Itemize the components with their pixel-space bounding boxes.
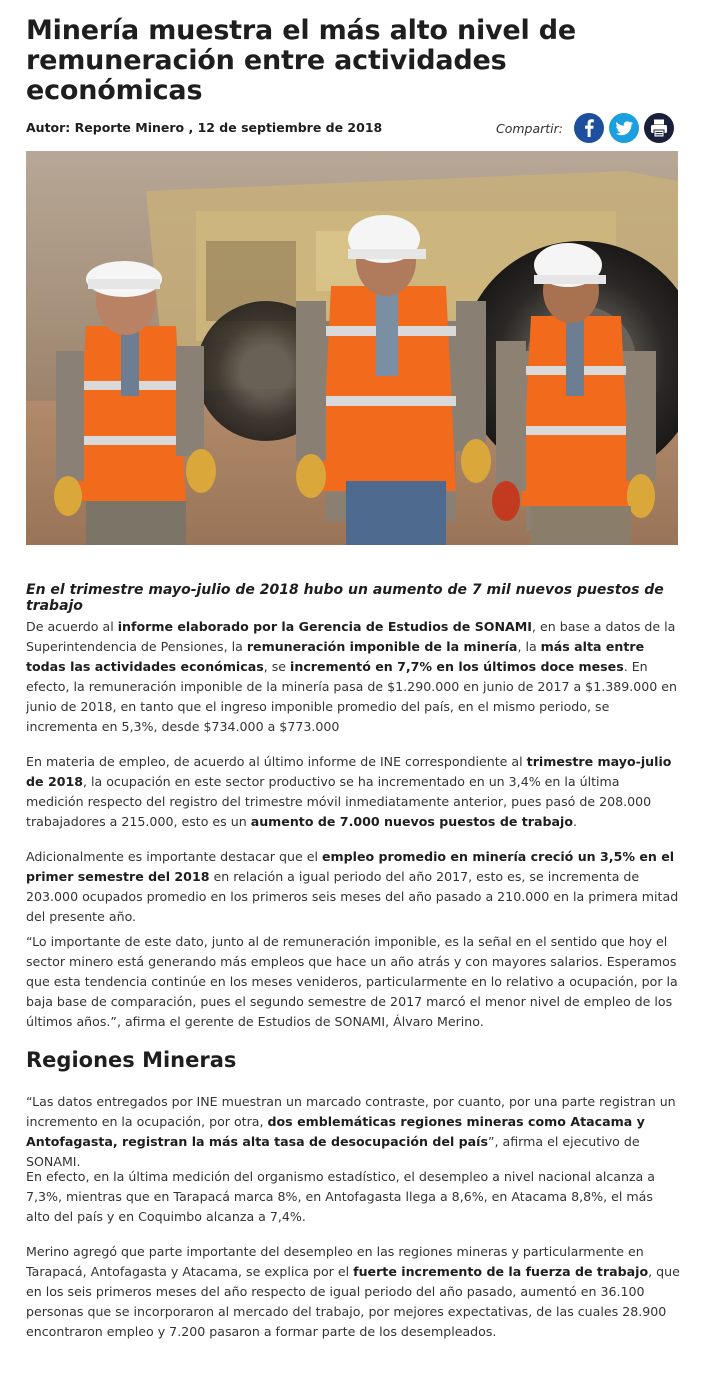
paragraph-3: Adicionalmente es importante destacar que el empleo promedio en minería creció un 3,5% en el primer semestre del 2018 en relación a igual periodo del año 2017, esto es, se incrementa de 203.000 ocupados promedio en los primeros seis meses del año pasado a 210.000 en la primera mitad del presente año.	[26, 849, 679, 924]
share-label: Compartir:	[495, 120, 563, 136]
share-bar	[496, 113, 674, 143]
facebook-icon	[574, 113, 604, 143]
twitter-share-button[interactable]	[609, 113, 639, 143]
print-icon	[644, 113, 674, 143]
paragraph-2: En materia de empleo, de acuerdo al último informe de INE correspondiente al trimestre mayo-julio de 2018, la ocupación en este sector productivo se ha incrementado en un 3,4% en la última medición respecto del registro del trimestre móvil inmediatamente anterior, pues pasó de 208.000 trabajadores a 215.000, esto es un aumento de 7.000 nuevos puestos de trabajo.	[26, 754, 672, 829]
print-button[interactable]	[644, 113, 674, 143]
paragraph-5: “Las datos entregados por INE muestran un marcado contraste, por cuanto, por una parte registran un incremento en la ocupación, por otra, dos emblemáticas regiones mineras como Atacama y Antofagasta, registran la más alta tasa de desocupación del país”, afirma el ejecutivo de SONAMI.	[26, 1094, 676, 1169]
article-title: Minería muestra el más alto nivel de remuneración entre actividades económicas	[26, 15, 577, 106]
section-title: Regiones Mineras	[26, 1048, 237, 1072]
twitter-icon	[609, 113, 639, 143]
hero-image	[26, 151, 678, 545]
article-meta	[26, 113, 678, 145]
paragraph-6: En efecto, en la última medición del organismo estadístico, el desempleo a nivel nacional alcanza a 7,3%, mientras que en Tarapacá marca 8%, en Antofagasta llega a 8,6%, en Atacama 8,8%, el más alto del país y en Coquimbo alcanza a 7,4%.	[26, 1169, 655, 1224]
quote-paragraph: “Lo importante de este dato, junto al de remuneración imponible, es la señal en el sentido que hoy el sector minero está generando más empleos que hace un año atrás y con mayores salarios. Esperamos que esta tendencia continúe en los meses venideros, particularmente en lo relativo a ocupación, por la baja base de comparación, pues el segundo semestre de 2017 marcó el menor nivel de empleo de los últimos años.”, afirma el gerente de Estudios de SONAMI, Álvaro Merino.	[26, 934, 678, 1029]
author-line: Autor: Reporte Minero , 12 de septiembre de 2018	[26, 120, 383, 135]
miners-photo	[26, 151, 678, 545]
article-subheading: En el trimestre mayo-julio de 2018 hubo un aumento de 7 mil nuevos puestos de trabajo	[26, 582, 664, 614]
facebook-share-button[interactable]	[574, 113, 604, 143]
paragraph-1: De acuerdo al informe elaborado por la Gerencia de Estudios de SONAMI, en base a datos de la Superintendencia de Pensiones, la remuneración imponible de la minería, la más alta entre todas las actividades económicas, se incrementó en 7,7% en los últimos doce meses. En efecto, la remuneración imponible de la minería pasa de $1.290.000 en junio de 2017 a $1.389.000 en junio de 2018, en tanto que el ingreso imponible promedio del país, en el mismo periodo, se incrementa en 5,3%, desde $734.000 a $773.000	[26, 619, 678, 734]
paragraph-7: Merino agregó que parte importante del desempleo en las regiones mineras y particularmente en Tarapacá, Antofagasta y Atacama, se explica por el fuerte incremento de la fuerza de trabajo, que en los seis primeros meses del año respecto de igual periodo del año pasado, aumentó en 36.100 personas que se incorporaron al mercado del trabajo, por mejores expectativas, de las cuales 28.900 encontraron empleo y 7.200 pasaron a formar parte de los desempleados.	[26, 1244, 680, 1339]
